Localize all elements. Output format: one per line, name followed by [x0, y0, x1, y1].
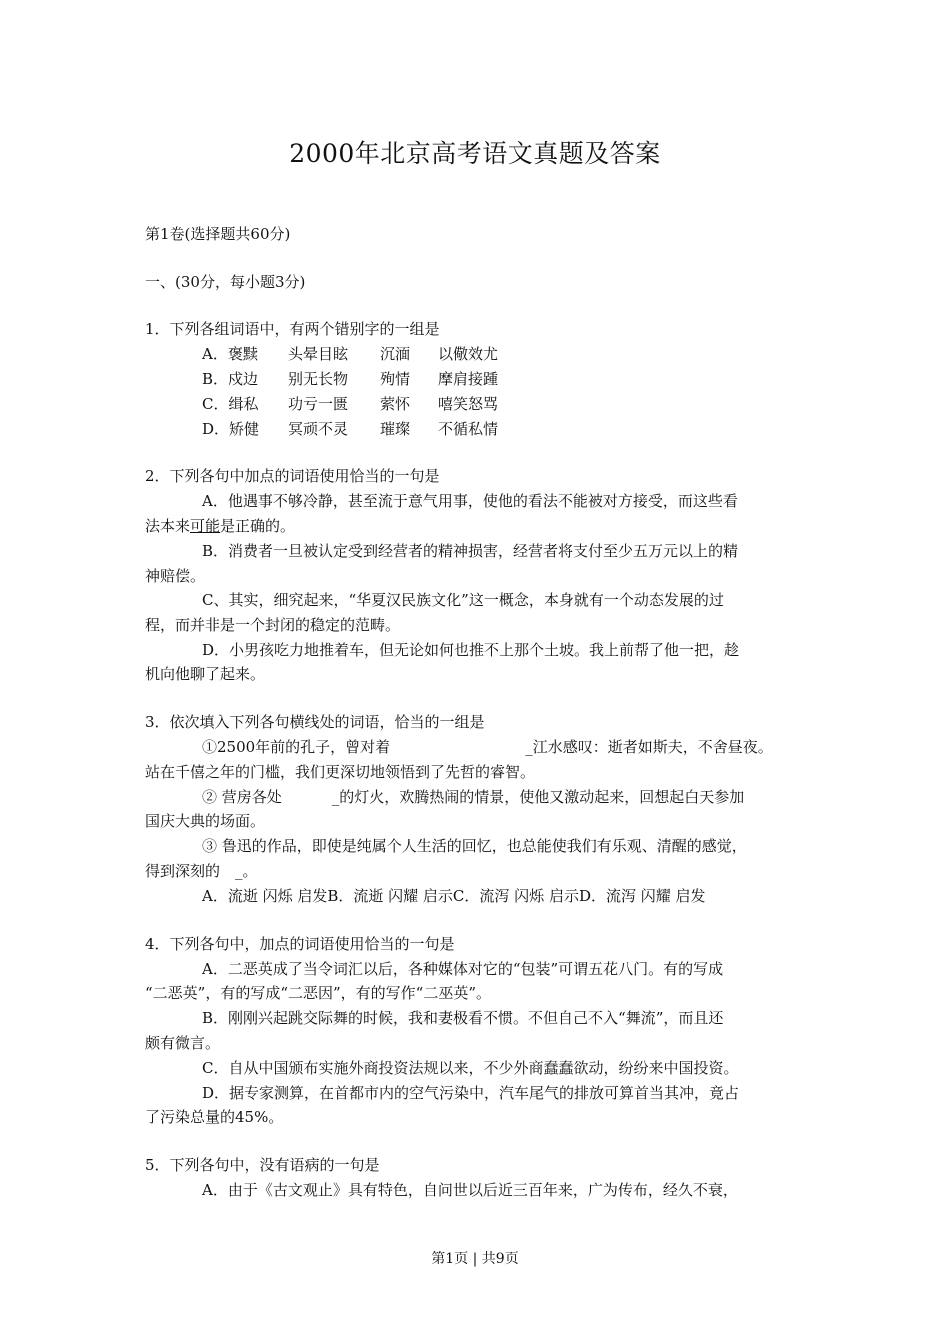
question-3-options: A．流逝 闪烁 启发B．流逝 闪耀 启示C．流泻 闪烁 启示D．流泻 闪耀 启发 [202, 887, 706, 905]
text-run: 法本来 [145, 517, 191, 535]
question-2-option-d-cont: 机向他聊了起来。 [145, 665, 266, 683]
question-4-option-c: C．自从中国颁布实施外商投资法规以来，不少外商蠢蠢欲动，纷纷来中国投资。 [202, 1059, 739, 1077]
option-cell: 璀璨 [380, 420, 411, 438]
question-2-option-b: B．消费者一旦被认定受到经营者的精神损害，经营者将支付至少五万元以上的精 [202, 542, 739, 560]
option-cell: 沉湎 [380, 345, 411, 363]
option-cell: 别无长物 [288, 370, 349, 388]
question-1-stem: 1．下列各组词语中，有两个错别字的一组是 [145, 320, 440, 338]
option-cell: 不循私情 [438, 420, 499, 438]
option-cell: B．戍边 [202, 370, 259, 388]
question-3-sentence-2-cont: 国庆大典的场面。 [145, 812, 266, 830]
underlined-word: 可能 [190, 517, 221, 535]
option-cell: 功亏一匮 [288, 395, 349, 413]
question-4-stem: 4．下列各句中，加点的词语使用恰当的一句是 [145, 935, 455, 953]
text-run: _的灯火，欢腾热闹的情景，使他又激动起来，回想起白天参加 [331, 788, 745, 806]
question-2-option-a: A．他遇事不够冷静，甚至流于意气用事，使他的看法不能被对方接受，而这些看 [202, 492, 738, 510]
option-cell: 头晕目眩 [288, 345, 349, 363]
question-3-sentence-3: ③ 鲁迅的作品，即使是纯属个人生活的回忆，也总能使我们有乐观、清醒的感觉， [202, 837, 747, 855]
question-2-option-d: D．小男孩吃力地推着车，但无论如何也推不上那个土坡。我上前帮了他一把，趁 [202, 641, 740, 659]
question-1-option-d [202, 419, 498, 439]
question-3-sentence-3-cont: 得到深刻的 _。 [145, 862, 258, 880]
question-2-option-c: C、其实，细究起来，“华夏汉民族文化”这一概念，本身就有一个动态发展的过 [202, 591, 724, 609]
option-cell: 殉情 [380, 370, 411, 388]
question-1-option-c [202, 394, 498, 414]
page-title: 2000年北京高考语文真题及答案 [289, 139, 661, 168]
page-footer: 第1页 | 共9页 [431, 1251, 519, 1267]
option-cell: 冥顽不灵 [288, 420, 349, 438]
option-cell: D．矫健 [202, 420, 260, 438]
text-run: ② 营房各处 [202, 788, 282, 806]
question-3-sentence-2 [202, 787, 744, 807]
option-cell: 摩肩接踵 [438, 370, 499, 388]
text-run: ①2500年前的孔子，曾对着 [202, 738, 391, 756]
question-2-stem: 2．下列各句中加点的词语使用恰当的一句是 [145, 467, 440, 485]
question-3-sentence-1-cont: 站在千僖之年的门槛，我们更深切地领悟到了先哲的睿智。 [145, 763, 536, 781]
option-cell: C．缉私 [202, 395, 259, 413]
question-4-option-b-cont: 颇有微言。 [145, 1034, 221, 1052]
question-2-option-c-cont: 程，而并非是一个封闭的稳定的范畴。 [145, 616, 401, 634]
section-header: 一、(30分，每小题3分) [145, 273, 306, 291]
option-cell: 嘻笑怒骂 [438, 395, 499, 413]
question-5-stem: 5．下列各句中，没有语病的一句是 [145, 1156, 380, 1174]
option-cell: A．褒黩 [202, 345, 258, 363]
text-run: _江水感叹：逝者如斯夫，不舍昼夜。 [525, 738, 773, 756]
question-4-option-d: D．据专家测算，在首都市内的空气污染中，汽车尾气的排放可算首当其冲，竟占 [202, 1084, 740, 1102]
text-run: 是正确的。 [220, 517, 296, 535]
question-3-stem: 3．依次填入下列各句横线处的词语，恰当的一组是 [145, 713, 485, 731]
question-4-option-d-cont: 了污染总量的45%。 [145, 1108, 284, 1126]
part-header: 第1卷(选择题共60分) [145, 225, 291, 243]
question-4-option-a: A．二恶英成了当令词汇以后，各种媒体对它的“包装”可谓五花八门。有的写成 [202, 960, 724, 978]
question-5-option-a: A．由于《古文观止》具有特色，自问世以后近三百年来，广为传布，经久不衰， [202, 1181, 738, 1199]
question-1-option-a [202, 344, 498, 364]
question-2-option-b-cont: 神赔偿。 [145, 567, 206, 585]
question-4-option-b: B．刚刚兴起跳交际舞的时候，我和妻极看不惯。不但自己不入“舞流”，而且还 [202, 1009, 724, 1027]
option-cell: 以儆效尤 [438, 345, 499, 363]
question-1-option-b [202, 369, 498, 389]
question-4-option-a-cont: “二恶英”，有的写成“二恶因”，有的写作“二巫英”。 [145, 984, 492, 1002]
question-3-sentence-1 [202, 737, 773, 757]
question-2-option-a-cont [145, 516, 295, 536]
option-cell: 萦怀 [380, 395, 411, 413]
